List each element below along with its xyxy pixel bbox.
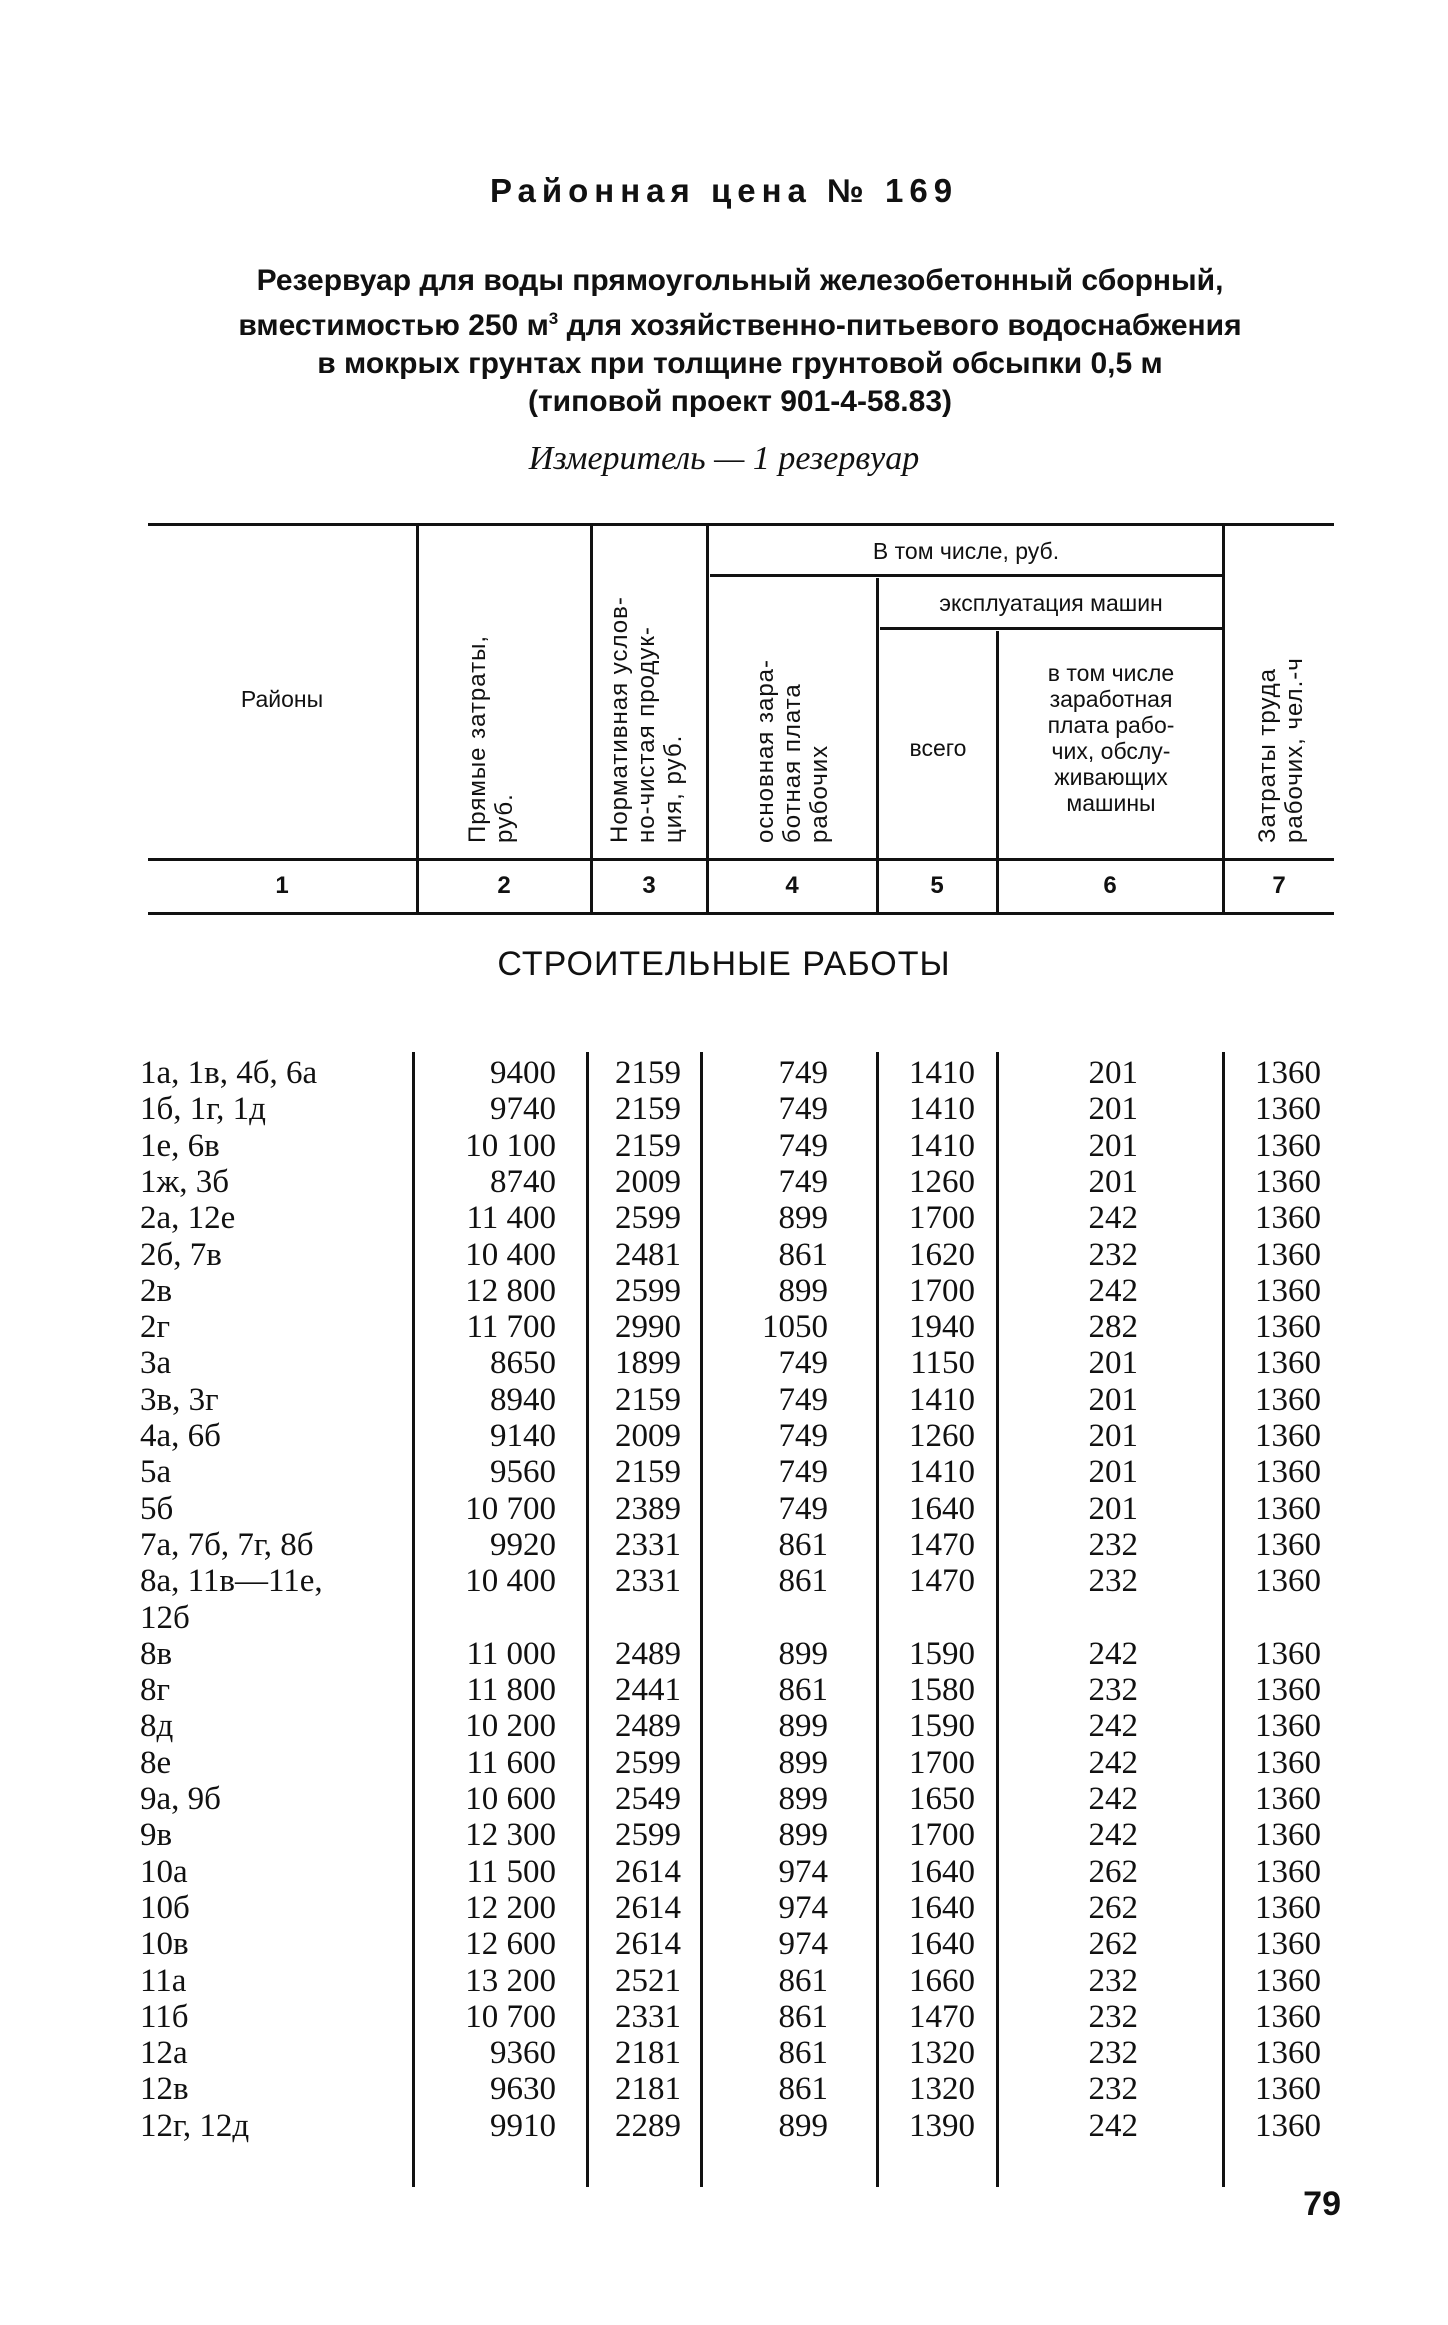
region-cell: 3а xyxy=(140,1345,172,1382)
value-cell-4: 749 xyxy=(778,1490,828,1527)
table-row xyxy=(140,1309,1340,1345)
value-cell-5: 1470 xyxy=(909,1998,975,2035)
value-cell-4: 899 xyxy=(778,1781,828,1817)
value-cell-4: 749 xyxy=(778,1345,828,1382)
value-cell-5: 1640 xyxy=(909,1853,975,1890)
value-cell-7: 1360 xyxy=(1255,1817,1321,1854)
table-row xyxy=(140,1491,1340,1527)
value-cell-6: 232 xyxy=(1088,1236,1138,1273)
value-cell-5: 1700 xyxy=(909,1817,975,1854)
value-cell-6: 242 xyxy=(1088,1200,1138,1237)
header-top-rule xyxy=(148,523,1334,526)
header-divider-1 xyxy=(416,523,419,912)
value-cell-7: 1360 xyxy=(1255,1490,1321,1527)
value-cell-7: 1360 xyxy=(1255,1127,1321,1164)
value-cell-2: 11 800 xyxy=(466,1672,556,1709)
value-cell-3: 2489 xyxy=(615,1635,681,1672)
value-cell-3: 2181 xyxy=(615,2071,681,2108)
value-cell-4: 899 xyxy=(778,2107,828,2144)
value-cell-4: 974 xyxy=(778,1926,828,1963)
value-cell-2: 10 100 xyxy=(465,1127,556,1164)
value-cell-4: 1050 xyxy=(762,1309,828,1346)
column-number-2: 2 xyxy=(497,872,511,899)
value-cell-5: 1640 xyxy=(909,1889,975,1926)
value-cell-6: 242 xyxy=(1088,1272,1138,1309)
subtitle-line-3: в мокрых грунтах при толщине грунтовой обсыпки 0,5 м xyxy=(317,347,1163,380)
value-cell-6: 282 xyxy=(1088,1309,1138,1346)
region-cell: 12г, 12д xyxy=(140,2107,250,2144)
subtitle-line-4: (типовой проект 901-4-58.83) xyxy=(528,385,952,418)
region-cell: 9а, 9б xyxy=(140,1781,221,1817)
value-cell-7: 1360 xyxy=(1255,1309,1321,1346)
value-cell-6: 232 xyxy=(1088,1962,1138,1999)
value-cell-2: 12 200 xyxy=(465,1889,556,1926)
region-cell: 12а xyxy=(140,2035,188,2072)
table-row xyxy=(140,1999,1340,2035)
header-divider-5 xyxy=(996,631,999,912)
table-row xyxy=(140,1781,1340,1817)
value-cell-5: 1620 xyxy=(909,1236,975,1273)
value-cell-3: 2331 xyxy=(615,1526,681,1563)
table-row xyxy=(140,1636,1340,1672)
value-cell-2: 9920 xyxy=(490,1526,556,1563)
value-cell-6: 201 xyxy=(1088,1091,1138,1128)
value-cell-6: 201 xyxy=(1088,1490,1138,1527)
value-cell-5: 1650 xyxy=(909,1781,975,1817)
value-cell-7: 1360 xyxy=(1255,1781,1321,1817)
region-cell: 2г xyxy=(140,1309,171,1346)
value-cell-5: 1700 xyxy=(909,1272,975,1309)
value-cell-2: 12 300 xyxy=(465,1817,556,1854)
value-cell-7: 1360 xyxy=(1255,1853,1321,1890)
column-number-1: 1 xyxy=(275,872,289,899)
value-cell-6: 262 xyxy=(1088,1853,1138,1890)
header-base-wage: основная зара- ботная плата рабочих xyxy=(752,658,833,843)
value-cell-4: 749 xyxy=(778,1381,828,1418)
header-divider-4 xyxy=(876,578,879,912)
value-cell-6: 201 xyxy=(1088,1055,1138,1091)
including-rule xyxy=(710,574,1224,577)
value-cell-4: 749 xyxy=(778,1091,828,1128)
header-normative-output: Нормативная услов- но-чистая продук- ция, руб. xyxy=(606,596,687,843)
value-cell-7: 1360 xyxy=(1255,1055,1321,1091)
value-cell-4: 861 xyxy=(778,1526,828,1563)
value-cell-2: 10 700 xyxy=(465,1998,556,2035)
value-cell-7: 1360 xyxy=(1255,2071,1321,2108)
region-cell: 2а, 12е xyxy=(140,1200,236,1237)
value-cell-3: 2489 xyxy=(615,1708,681,1745)
value-cell-2: 11 000 xyxy=(466,1635,556,1672)
value-cell-6: 262 xyxy=(1088,1889,1138,1926)
value-cell-5: 1260 xyxy=(909,1418,975,1454)
value-cell-5: 1320 xyxy=(909,2071,975,2108)
value-cell-3: 2599 xyxy=(615,1272,681,1309)
header-machine-operation: эксплуатация машин xyxy=(939,590,1163,616)
value-cell-3: 2599 xyxy=(615,1744,681,1781)
value-cell-7: 1360 xyxy=(1255,1889,1321,1926)
value-cell-3: 2159 xyxy=(615,1055,681,1091)
header-direct-costs: Прямые затраты, руб. xyxy=(464,635,518,843)
region-cell: 10б xyxy=(140,1889,190,1926)
region-cell: 1б, 1г, 1д xyxy=(140,1091,266,1128)
page-number: 79 xyxy=(1303,2185,1341,2223)
value-cell-7: 1360 xyxy=(1255,1454,1321,1491)
header-divider-3 xyxy=(706,523,709,912)
value-cell-5: 1320 xyxy=(909,2035,975,2072)
column-number-5: 5 xyxy=(930,872,944,899)
value-cell-5: 1410 xyxy=(909,1454,975,1491)
table-row xyxy=(140,1237,1340,1273)
value-cell-6: 201 xyxy=(1088,1454,1138,1491)
value-cell-3: 2614 xyxy=(615,1889,681,1926)
value-cell-2: 10 400 xyxy=(465,1236,556,1273)
value-cell-3: 2521 xyxy=(615,1962,681,1999)
region-cell: 3в, 3г xyxy=(140,1381,219,1418)
value-cell-4: 974 xyxy=(778,1889,828,1926)
value-cell-6: 242 xyxy=(1088,1744,1138,1781)
value-cell-5: 1700 xyxy=(909,1200,975,1237)
value-cell-5: 1640 xyxy=(909,1926,975,1963)
value-cell-7: 1360 xyxy=(1255,1091,1321,1128)
value-cell-2: 10 700 xyxy=(465,1490,556,1527)
value-cell-3: 2599 xyxy=(615,1817,681,1854)
value-cell-3: 1899 xyxy=(615,1345,681,1382)
value-cell-4: 974 xyxy=(778,1853,828,1890)
header-bottom-rule xyxy=(148,858,1334,861)
header-regions: Районы xyxy=(240,686,324,712)
region-cell: 4а, 6б xyxy=(140,1418,221,1454)
table-row xyxy=(140,1382,1340,1418)
header-including: В том числе, руб. xyxy=(872,538,1060,564)
value-cell-3: 2009 xyxy=(615,1163,681,1200)
region-cell: 12б xyxy=(140,1599,190,1636)
value-cell-7: 1360 xyxy=(1255,1418,1321,1454)
column-number-7: 7 xyxy=(1272,872,1286,899)
column-number-3: 3 xyxy=(642,872,656,899)
value-cell-6: 242 xyxy=(1088,1781,1138,1817)
value-cell-7: 1360 xyxy=(1255,2107,1321,2144)
value-cell-2: 9360 xyxy=(490,2035,556,2072)
region-cell: 2б, 7в xyxy=(140,1236,222,1273)
subtitle-line-2: вместимостью 250 $м^3$ для хозяйственно-питьевого водоснабжения xyxy=(238,309,1242,342)
region-cell: 10в xyxy=(140,1926,189,1963)
value-cell-5: 1660 xyxy=(909,1962,975,1999)
value-cell-6: 201 xyxy=(1088,1345,1138,1382)
value-cell-2: 9400 xyxy=(490,1055,556,1091)
region-cell: 8в xyxy=(140,1635,173,1672)
value-cell-2: 8940 xyxy=(490,1381,556,1418)
value-cell-3: 2331 xyxy=(615,1563,681,1600)
table-row xyxy=(140,1418,1340,1454)
value-cell-3: 2159 xyxy=(615,1454,681,1491)
value-cell-3: 2481 xyxy=(615,1236,681,1273)
value-cell-6: 262 xyxy=(1088,1926,1138,1963)
value-cell-4: 861 xyxy=(778,1998,828,2035)
value-cell-6: 232 xyxy=(1088,1672,1138,1709)
value-cell-2: 11 700 xyxy=(466,1309,556,1346)
value-cell-7: 1360 xyxy=(1255,1236,1321,1273)
value-cell-7: 1360 xyxy=(1255,1672,1321,1709)
value-cell-3: 2181 xyxy=(615,2035,681,2072)
table-row-continuation xyxy=(140,1600,1340,1636)
value-cell-4: 861 xyxy=(778,1563,828,1600)
price-title: Районная цена № 169 xyxy=(489,172,959,209)
value-cell-4: 899 xyxy=(778,1200,828,1237)
value-cell-4: 749 xyxy=(778,1454,828,1491)
value-cell-5: 1150 xyxy=(910,1345,975,1382)
table-row xyxy=(140,1708,1340,1744)
value-cell-7: 1360 xyxy=(1255,1635,1321,1672)
value-cell-5: 1580 xyxy=(909,1672,975,1709)
value-cell-3: 2549 xyxy=(615,1781,681,1817)
value-cell-6: 232 xyxy=(1088,2071,1138,2108)
value-cell-5: 1410 xyxy=(909,1127,975,1164)
region-cell: 12в xyxy=(140,2071,189,2108)
table-row xyxy=(140,1055,1340,1091)
region-cell: 1е, 6в xyxy=(140,1127,220,1164)
value-cell-5: 1590 xyxy=(909,1635,975,1672)
value-cell-6: 232 xyxy=(1088,1998,1138,2035)
table-row xyxy=(140,2108,1340,2144)
value-cell-4: 899 xyxy=(778,1708,828,1745)
header-machine-wage: в том числе заработная плата рабо- чих, обслу- живающих машины xyxy=(1047,660,1175,816)
header-labor-costs: Затраты труда рабочих, чел.-ч xyxy=(1254,657,1308,843)
table-row xyxy=(140,1345,1340,1381)
value-cell-5: 1410 xyxy=(909,1381,975,1418)
region-cell: 8а, 11в—11е, xyxy=(140,1563,323,1600)
region-cell: 11а xyxy=(140,1962,187,1999)
value-cell-4: 749 xyxy=(778,1163,828,1200)
machines-rule xyxy=(880,627,1224,630)
region-cell: 5б xyxy=(140,1490,174,1527)
value-cell-3: 2614 xyxy=(615,1853,681,1890)
value-cell-3: 2159 xyxy=(615,1381,681,1418)
value-cell-7: 1360 xyxy=(1255,2035,1321,2072)
value-cell-7: 1360 xyxy=(1255,1526,1321,1563)
value-cell-4: 861 xyxy=(778,1962,828,1999)
column-number-6: 6 xyxy=(1103,872,1117,899)
value-cell-3: 2331 xyxy=(615,1998,681,2035)
header-machine-total: всего xyxy=(909,735,967,761)
table-row xyxy=(140,2071,1340,2107)
value-cell-6: 242 xyxy=(1088,1635,1138,1672)
value-cell-4: 861 xyxy=(778,2071,828,2108)
value-cell-6: 242 xyxy=(1088,1708,1138,1745)
table-row xyxy=(140,1164,1340,1200)
table-row xyxy=(140,1672,1340,1708)
table-row xyxy=(140,1200,1340,1236)
value-cell-7: 1360 xyxy=(1255,1200,1321,1237)
value-cell-2: 13 200 xyxy=(465,1962,556,1999)
value-cell-7: 1360 xyxy=(1255,1962,1321,1999)
value-cell-6: 242 xyxy=(1088,1817,1138,1854)
table-row xyxy=(140,1890,1340,1926)
value-cell-4: 861 xyxy=(778,2035,828,2072)
value-cell-3: 2289 xyxy=(615,2107,681,2144)
value-cell-5: 1940 xyxy=(909,1309,975,1346)
value-cell-3: 2159 xyxy=(615,1127,681,1164)
region-cell: 2в xyxy=(140,1272,173,1309)
region-cell: 5а xyxy=(140,1454,172,1491)
value-cell-7: 1360 xyxy=(1255,1708,1321,1745)
table-row xyxy=(140,1926,1340,1962)
value-cell-4: 749 xyxy=(778,1127,828,1164)
table-row xyxy=(140,1963,1340,1999)
region-cell: 7а, 7б, 7г, 8б xyxy=(140,1526,314,1563)
value-cell-7: 1360 xyxy=(1255,1744,1321,1781)
value-cell-4: 899 xyxy=(778,1744,828,1781)
region-cell: 1а, 1в, 4б, 6а xyxy=(140,1055,318,1091)
value-cell-2: 9560 xyxy=(490,1454,556,1491)
subtitle-line-1: Резервуар для воды прямоугольный железобетонный сборный, xyxy=(256,264,1224,297)
value-cell-2: 11 600 xyxy=(466,1744,556,1781)
table-row xyxy=(140,1527,1340,1563)
value-cell-5: 1700 xyxy=(909,1744,975,1781)
value-cell-7: 1360 xyxy=(1255,1926,1321,1963)
value-cell-6: 201 xyxy=(1088,1127,1138,1164)
region-cell: 8д xyxy=(140,1708,174,1745)
value-cell-7: 1360 xyxy=(1255,1272,1321,1309)
region-cell: 11б xyxy=(140,1998,189,2035)
value-cell-4: 749 xyxy=(778,1418,828,1454)
value-cell-2: 11 400 xyxy=(466,1200,556,1237)
value-cell-2: 8650 xyxy=(490,1345,556,1382)
value-cell-2: 9630 xyxy=(490,2071,556,2108)
region-cell: 8е xyxy=(140,1744,172,1781)
value-cell-6: 201 xyxy=(1088,1163,1138,1200)
value-cell-7: 1360 xyxy=(1255,1345,1321,1382)
value-cell-6: 201 xyxy=(1088,1381,1138,1418)
region-cell: 10а xyxy=(140,1853,188,1890)
column-numbers-rule xyxy=(148,912,1334,915)
value-cell-4: 899 xyxy=(778,1817,828,1854)
value-cell-5: 1260 xyxy=(909,1163,975,1200)
value-cell-3: 2990 xyxy=(615,1309,681,1346)
value-cell-2: 9910 xyxy=(490,2107,556,2144)
value-cell-2: 10 200 xyxy=(465,1708,556,1745)
value-cell-2: 8740 xyxy=(490,1163,556,1200)
measure-unit: Измеритель — 1 резервуар xyxy=(528,440,920,477)
value-cell-2: 9740 xyxy=(490,1091,556,1128)
value-cell-4: 899 xyxy=(778,1272,828,1309)
table-row xyxy=(140,1854,1340,1890)
document-subtitle xyxy=(180,262,1300,421)
table-row xyxy=(140,2035,1340,2071)
value-cell-4: 861 xyxy=(778,1672,828,1709)
value-cell-3: 2614 xyxy=(615,1926,681,1963)
value-cell-2: 10 600 xyxy=(465,1781,556,1817)
region-cell: 9в xyxy=(140,1817,173,1854)
value-cell-6: 232 xyxy=(1088,1563,1138,1600)
column-number-4: 4 xyxy=(785,872,799,899)
table-row xyxy=(140,1563,1340,1599)
value-cell-4: 899 xyxy=(778,1635,828,1672)
value-cell-6: 232 xyxy=(1088,2035,1138,2072)
value-cell-5: 1410 xyxy=(909,1055,975,1091)
value-cell-6: 201 xyxy=(1088,1418,1138,1454)
table-row xyxy=(140,1128,1340,1164)
value-cell-2: 10 400 xyxy=(465,1563,556,1600)
table-row xyxy=(140,1745,1340,1781)
header-divider-2 xyxy=(590,523,593,912)
value-cell-7: 1360 xyxy=(1255,1563,1321,1600)
value-cell-5: 1410 xyxy=(909,1091,975,1128)
value-cell-7: 1360 xyxy=(1255,1163,1321,1200)
table-row xyxy=(140,1091,1340,1127)
value-cell-3: 2389 xyxy=(615,1490,681,1527)
value-cell-6: 232 xyxy=(1088,1526,1138,1563)
value-cell-5: 1470 xyxy=(909,1563,975,1600)
value-cell-3: 2009 xyxy=(615,1418,681,1454)
value-cell-5: 1390 xyxy=(909,2107,975,2144)
value-cell-5: 1590 xyxy=(909,1708,975,1745)
section-title: СТРОИТЕЛЬНЫЕ РАБОТЫ xyxy=(497,945,951,983)
header-divider-6 xyxy=(1222,523,1225,912)
value-cell-6: 242 xyxy=(1088,2107,1138,2144)
value-cell-4: 861 xyxy=(778,1236,828,1273)
value-cell-5: 1640 xyxy=(909,1490,975,1527)
value-cell-5: 1470 xyxy=(909,1526,975,1563)
value-cell-2: 12 800 xyxy=(465,1272,556,1309)
region-cell: 8г xyxy=(140,1672,171,1709)
table-row xyxy=(140,1817,1340,1853)
table-row xyxy=(140,1454,1340,1490)
value-cell-3: 2159 xyxy=(615,1091,681,1128)
table-row xyxy=(140,1273,1340,1309)
value-cell-2: 12 600 xyxy=(465,1926,556,1963)
value-cell-4: 749 xyxy=(778,1055,828,1091)
value-cell-2: 11 500 xyxy=(466,1853,556,1890)
value-cell-7: 1360 xyxy=(1255,1381,1321,1418)
region-cell: 1ж, 3б xyxy=(140,1163,230,1200)
value-cell-7: 1360 xyxy=(1255,1998,1321,2035)
value-cell-3: 2599 xyxy=(615,1200,681,1237)
value-cell-3: 2441 xyxy=(615,1672,681,1709)
value-cell-2: 9140 xyxy=(490,1418,556,1454)
